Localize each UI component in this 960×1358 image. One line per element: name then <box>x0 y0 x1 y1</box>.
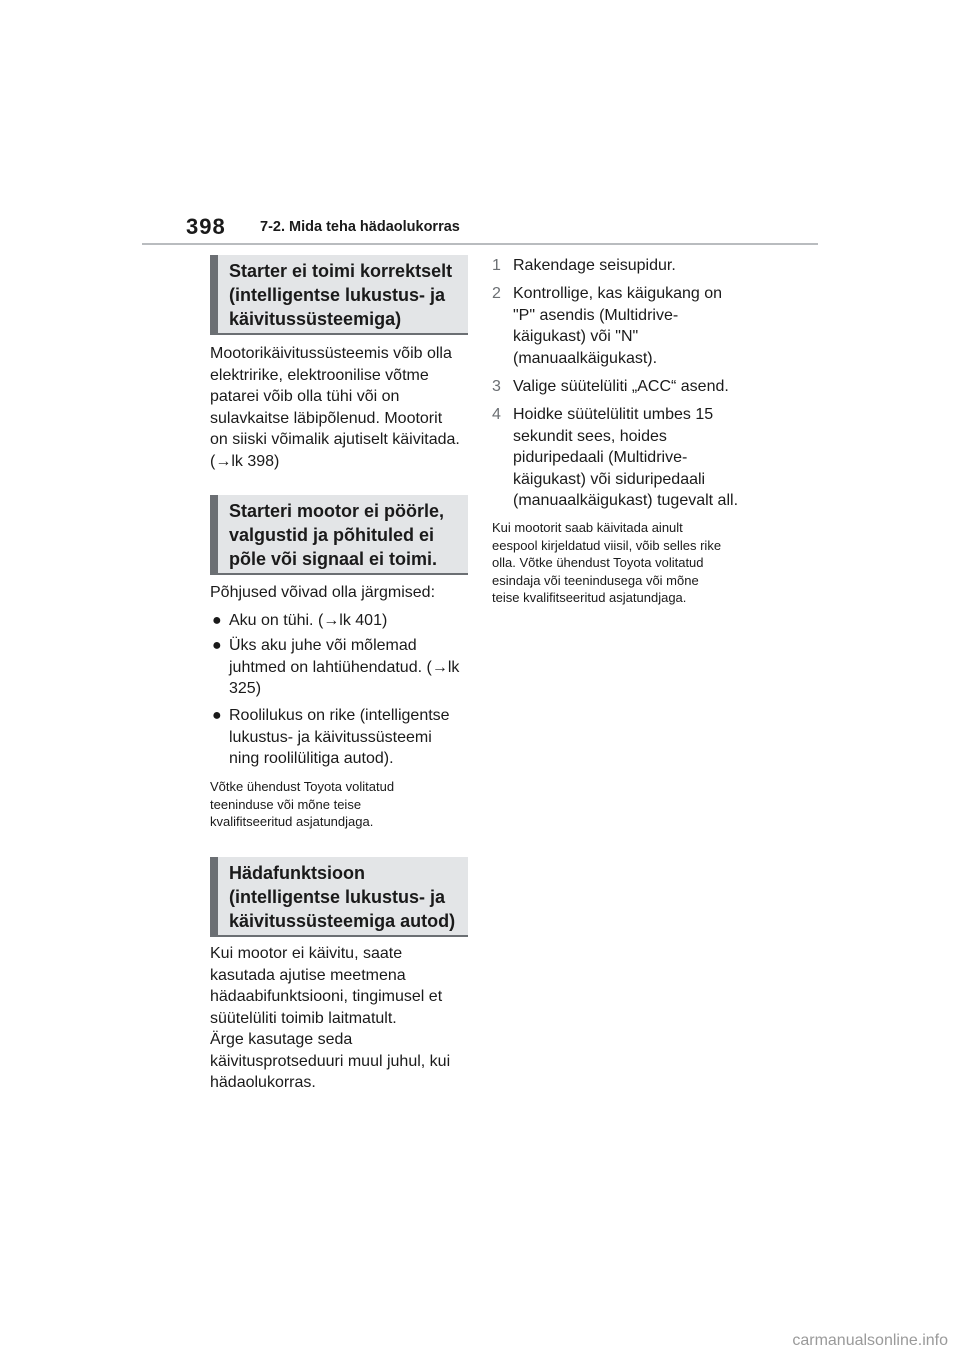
bullet-text: juhtmed on lahtiühendatud. (→lk <box>229 658 460 676</box>
bullet-text: ning roolilülitiga autod). <box>229 750 394 767</box>
bullet-text: lukustus- ja käivitussüsteemi <box>229 728 432 746</box>
step-text: (manuaalkäigukast) tugevalt all. <box>513 492 739 509</box>
text-line: Ärge kasutage seda <box>210 1031 353 1048</box>
step-number: 4 <box>492 406 501 423</box>
text-line: hädaolukorras. <box>210 1074 316 1091</box>
text-line: kvalifitseeritud asjatundjaga. <box>210 814 374 829</box>
step-number: 1 <box>492 257 501 274</box>
bullet-text: Üks aku juhe või mõlemad <box>229 637 417 654</box>
text-line: sulavkaitse läbipõlenud. Mootorit <box>210 409 443 427</box>
text-line: on siiski võimalik ajutiselt käivitada. <box>210 431 460 448</box>
step-text: Hoidke süütelülitit umbes 15 <box>513 406 714 423</box>
heading-starter-motor <box>210 495 468 575</box>
step-number: 3 <box>492 378 501 395</box>
note-possible-fault <box>492 519 762 607</box>
list-item <box>212 635 468 700</box>
bullet-icon: ● <box>212 637 222 654</box>
note-contact-dealer <box>210 778 472 831</box>
heading-line: Starteri mootor ei pöörle, <box>229 501 445 521</box>
text-line: hädaabifunktsiooni, tingimusel et <box>210 988 443 1005</box>
heading-line: Starter ei toimi korrektselt <box>229 261 453 281</box>
step-text: käigukast) või "N" <box>513 328 639 345</box>
header-divider <box>142 243 818 245</box>
text-line: Kui mootor ei käivitu, saate <box>210 945 403 962</box>
text-line: teeninduse või mõne teise <box>210 796 362 812</box>
text-line: käivitusprotseduuri muul juhul, kui <box>210 1052 451 1070</box>
bullet-text: Aku on tühi. (→lk 401) <box>229 612 388 629</box>
text-line: patarei võib olla tühi või on <box>210 388 400 405</box>
step-text: (manuaalkäigukast). <box>513 349 658 367</box>
step-text: "P" asendis (Multidrive- <box>513 306 679 324</box>
text-line: esindaja või teenindusega või mõne <box>492 572 699 588</box>
step-text: Kontrollige, kas käigukang on <box>513 285 723 302</box>
paragraph-causes-intro: Põhjused võivad olla järgmised: <box>210 584 436 601</box>
page-reference-link[interactable]: (→lk 398) <box>210 452 280 470</box>
text-line: Mootorikäivitussüsteemis võib olla <box>210 345 452 362</box>
text-line: eespool kirjeldatud viisil, võib selles rike <box>492 537 722 553</box>
step-text: Rakendage seisupidur. <box>513 257 676 274</box>
step-text: käigukast) või siduripedaali <box>513 470 706 488</box>
heading-starter-malfunction <box>210 255 468 335</box>
text-line: elektririke, elektroonilise võtme <box>210 366 429 384</box>
step-item <box>492 283 762 369</box>
heading-line: valgustid ja põhituled ei <box>229 525 435 545</box>
heading-line: käivitussüsteemiga) <box>229 309 402 329</box>
text-line: süütelüliti toimib laitmatult. <box>210 1009 397 1027</box>
heading-line: Hädafunktsioon <box>229 863 366 883</box>
bullet-text: 325) <box>229 680 262 697</box>
step-item <box>492 376 762 398</box>
heading-line: (intelligentse lukustus- ja <box>229 887 446 907</box>
page-number: 398 <box>186 214 226 239</box>
text-line: olla. Võtke ühendust Toyota volitatud <box>492 555 704 570</box>
step-item <box>492 404 762 512</box>
bullet-text: Roolilukus on rike (intelligentse <box>229 707 450 724</box>
step-number: 2 <box>492 285 501 302</box>
footer-watermark: carmanualsonline.info <box>792 1332 948 1349</box>
bullet-icon: ● <box>212 612 222 629</box>
list-item <box>212 610 468 632</box>
heading-emergency-function <box>210 857 468 937</box>
step-text: sekundit sees, hoides <box>513 427 667 445</box>
heading-line: käivitussüsteemiga autod) <box>229 911 456 931</box>
text-line: Kui mootorit saab käivitada ainult <box>492 520 683 535</box>
bullet-icon: ● <box>212 707 222 724</box>
text-line: kasutada ajutise meetmena <box>210 966 406 984</box>
list-item <box>212 705 468 770</box>
step-text: Valige süütelüliti „ACC“ asend. <box>513 378 729 395</box>
text-line: Võtke ühendust Toyota volitatud <box>210 779 395 794</box>
text-line: teise kvalifitseeritud asjatundjaga. <box>492 590 687 605</box>
section-title: 7-2. Mida teha hädaolukorras <box>260 219 460 235</box>
paragraph-starter-cause <box>210 343 472 472</box>
step-item <box>492 255 762 277</box>
heading-line: (intelligentse lukustus- ja <box>229 285 446 305</box>
step-text: piduripedaali (Multidrive- <box>513 449 688 466</box>
heading-line: põle või signaal ei toimi. <box>229 549 438 569</box>
paragraph-emergency-info <box>210 943 472 1094</box>
